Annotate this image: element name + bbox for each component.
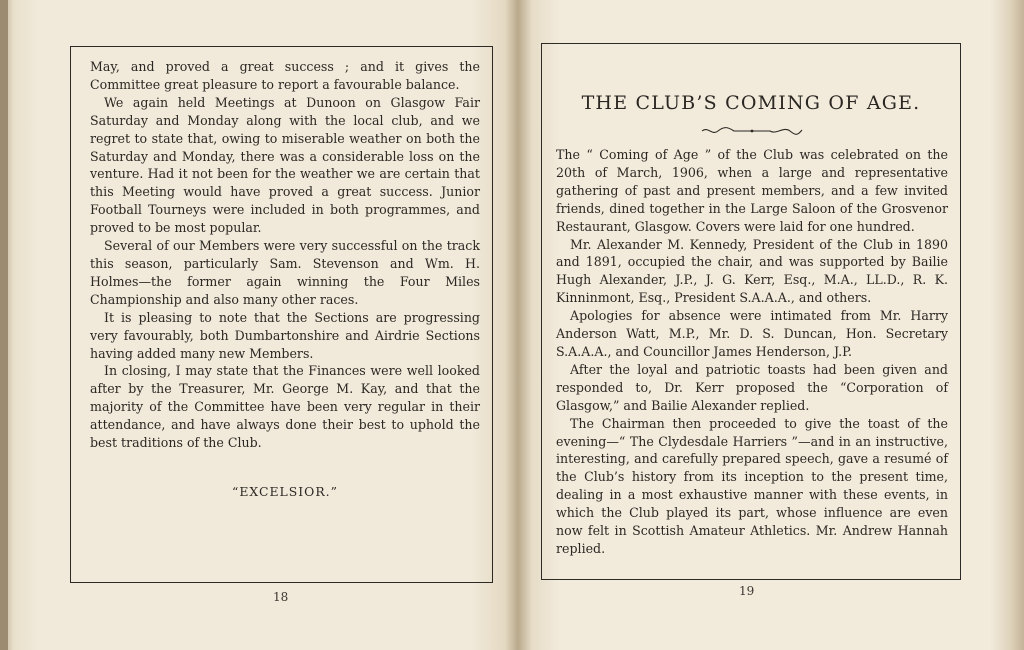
left-page-text: [90, 58, 480, 452]
right-paragraph: Mr. Alexander M. Kennedy, President of the Club in 1890 and 1891, occupied the chair, and was supported by Bailie Hugh Alexander, J.P., J. G. Kerr, Esq., M.A., LL.D., R. K. Kinninmont, Esq., President S.A.A.A., and others.: [556, 236, 948, 306]
chapter-title: THE CLUB’S COMING OF AGE.: [581, 92, 921, 114]
left-paragraph: May, and proved a great success ; and it gives the Committee great pleasure to report a favourable balance.: [90, 59, 480, 92]
left-paragraph: It is pleasing to note that the Sections are progressing very favourably, both Dumbartonshire and Airdrie Sections having added many new Members.: [90, 309, 480, 361]
left-paragraph: We again held Meetings at Dunoon on Glasgow Fair Saturday and Monday along with the local club, and we regret to state that, owing to miserable weather on both the Saturday and Monday, there was a considerable loss on the venture. Had it not been for the weather we are certain that this Meeting would have proved a great success. Junior Football Tourneys were included in both programmes, and proved to be most popular.: [90, 94, 480, 236]
ornament-flourish-icon: [700, 125, 804, 137]
right-paragraph: The “ Coming of Age ” of the Club was celebrated on the 20th of March, 1906, when a large and representative gathering of past and present members, and a few invited friends, dined together in the Large Saloon of the Grosvenor Restaurant, Glasgow. Covers were laid for one hundred.: [556, 147, 948, 234]
right-paragraph: After the loyal and patriotic toasts had been given and responded to, Dr. Kerr proposed the “Corporation of Glasgow,” and Bailie Alexander replied.: [556, 361, 948, 413]
left-paragraph: In closing, I may state that the Finances were well looked after by the Treasurer, Mr. George M. Kay, and that the majority of the Committee have been very regular in their attendance, and have always done their best to uphold the best traditions of the Club.: [90, 363, 480, 451]
right-paragraph: Apologies for absence were intimated from Mr. Harry Anderson Watt, M.P., Mr. D. S. Duncan, Hon. Secretary S.A.A.A., and Councillor James Henderson, J.P.: [556, 308, 948, 359]
book-edge: [0, 0, 8, 650]
right-page-text: [556, 146, 948, 558]
page-number-left: 18: [273, 590, 289, 604]
page-number-right: 19: [739, 584, 755, 598]
right-paragraph: The Chairman then proceeded to give the toast of the evening—“ The Clydesdale Harriers ”—and in an instructive, interesting, and carefully prepared speech, gave a resumé of the Club’s history from its inception to the present time, dealing in a most exhaustive manner with these events, in which the Club played its part, whose influence are even now felt in Scottish Amateur Athletics. Mr. Andrew Hannah replied.: [556, 415, 948, 556]
signoff-motto: “EXCELSIOR.”: [232, 484, 338, 499]
left-paragraph: Several of our Members were very successful on the track this season, particularly Sam. Stevenson and Wm. H. Holmes—the former again winning the Four Miles Championship and also many other races.: [90, 238, 480, 307]
